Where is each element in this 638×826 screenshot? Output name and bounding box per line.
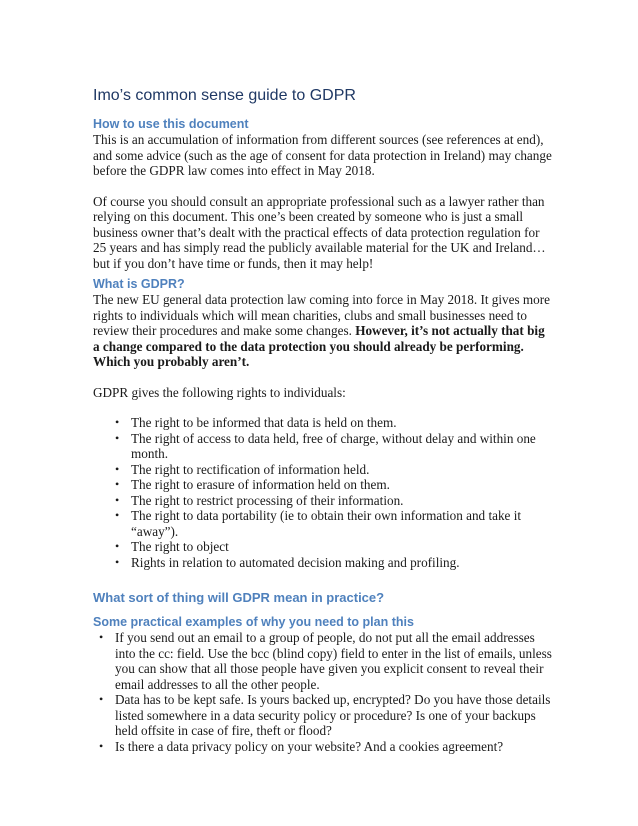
list-item: • The right to erasure of information held on them. [115,477,390,492]
document-page [93,86,553,754]
list-item: • The right to rectification of information held. [115,461,370,477]
bullet-icon: • [115,461,120,476]
bullet-icon: • [99,630,104,644]
bullet-icon: • [115,539,120,553]
rights-list [115,415,553,570]
heading-what-is-gdpr: What is GDPR? [93,277,185,291]
list-item: • Rights in relation to automated decision making and profiling. [115,554,460,570]
bullet-icon: • [115,477,120,491]
bullet-icon: • [115,492,120,507]
list-item: • The right to data portability (ie to obtain their own information and take it “away”). [115,508,522,539]
subheading-practical-examples: Some practical examples of why you need to plan this [93,615,414,629]
list-item: • The right to be informed that data is held on them. [115,415,397,430]
heading-gdpr-in-practice: What sort of thing will GDPR mean in practice? [93,590,385,605]
heading-how-to-use: How to use this document [93,117,249,131]
paragraph-how-to-use-2: Of course you should consult an appropriate professional such as a lawyer rather than relying on this document. This one’s been created by someone who is just a small business owner that’s dealt with the practical effects of data protection regulation for 25 years and has simply read the publicly available material for the UK and Ireland… but if you don’t have time or funds, then it may help! [93,193,546,271]
paragraph-what-is-gdpr [93,292,553,370]
bullet-icon: • [99,692,104,706]
examples-list [99,630,553,754]
bullet-icon: • [99,738,104,753]
list-item: • Is there a data privacy policy on your website? And a cookies agreement? [99,738,504,754]
list-item: • If you send out an email to a group of people, do not put all the email addresses into the cc: field. Use the bcc (blind copy) field to enter in the list of emails, unless you can show that all those people have given you explicit consent to reveal their email addresses to all the other people. [99,630,552,692]
paragraph-what-is-gdpr-plain: The new EU general data protection law coming into force in May 2018. It gives more rights to individuals which will mean charities, clubs and small businesses need to review their procedures and make some changes. [93,292,551,338]
bullet-icon: • [115,554,120,569]
paragraph-what-is-gdpr-bold: However, it’s not actually that big a change compared to the data protection you should already be performing. Which you probably aren’t. [93,323,545,369]
bullet-icon: • [115,508,120,522]
bullet-icon: • [115,430,120,445]
bullet-icon: • [115,415,120,429]
list-item: • The right of access to data held, free of charge, without delay and within one month. [115,430,536,461]
paragraph-how-to-use-1: This is an accumulation of information from different sources (see references at end), and some advice (such as the age of consent for data protection in Ireland) may change before the GDPR law comes into effect in May 2018. [93,132,552,178]
list-item: • The right to restrict processing of their information. [115,492,404,508]
rights-intro: GDPR gives the following rights to individuals: [93,384,346,400]
page-title: Imo’s common sense guide to GDPR [93,87,356,104]
list-item: • The right to object [115,539,229,554]
list-item: • Data has to be kept safe. Is yours backed up, encrypted? Do you have those details listed somewhere in a data security policy or procedure? Is one of your backups held offsite in case of fire, theft or flood? [99,692,551,738]
